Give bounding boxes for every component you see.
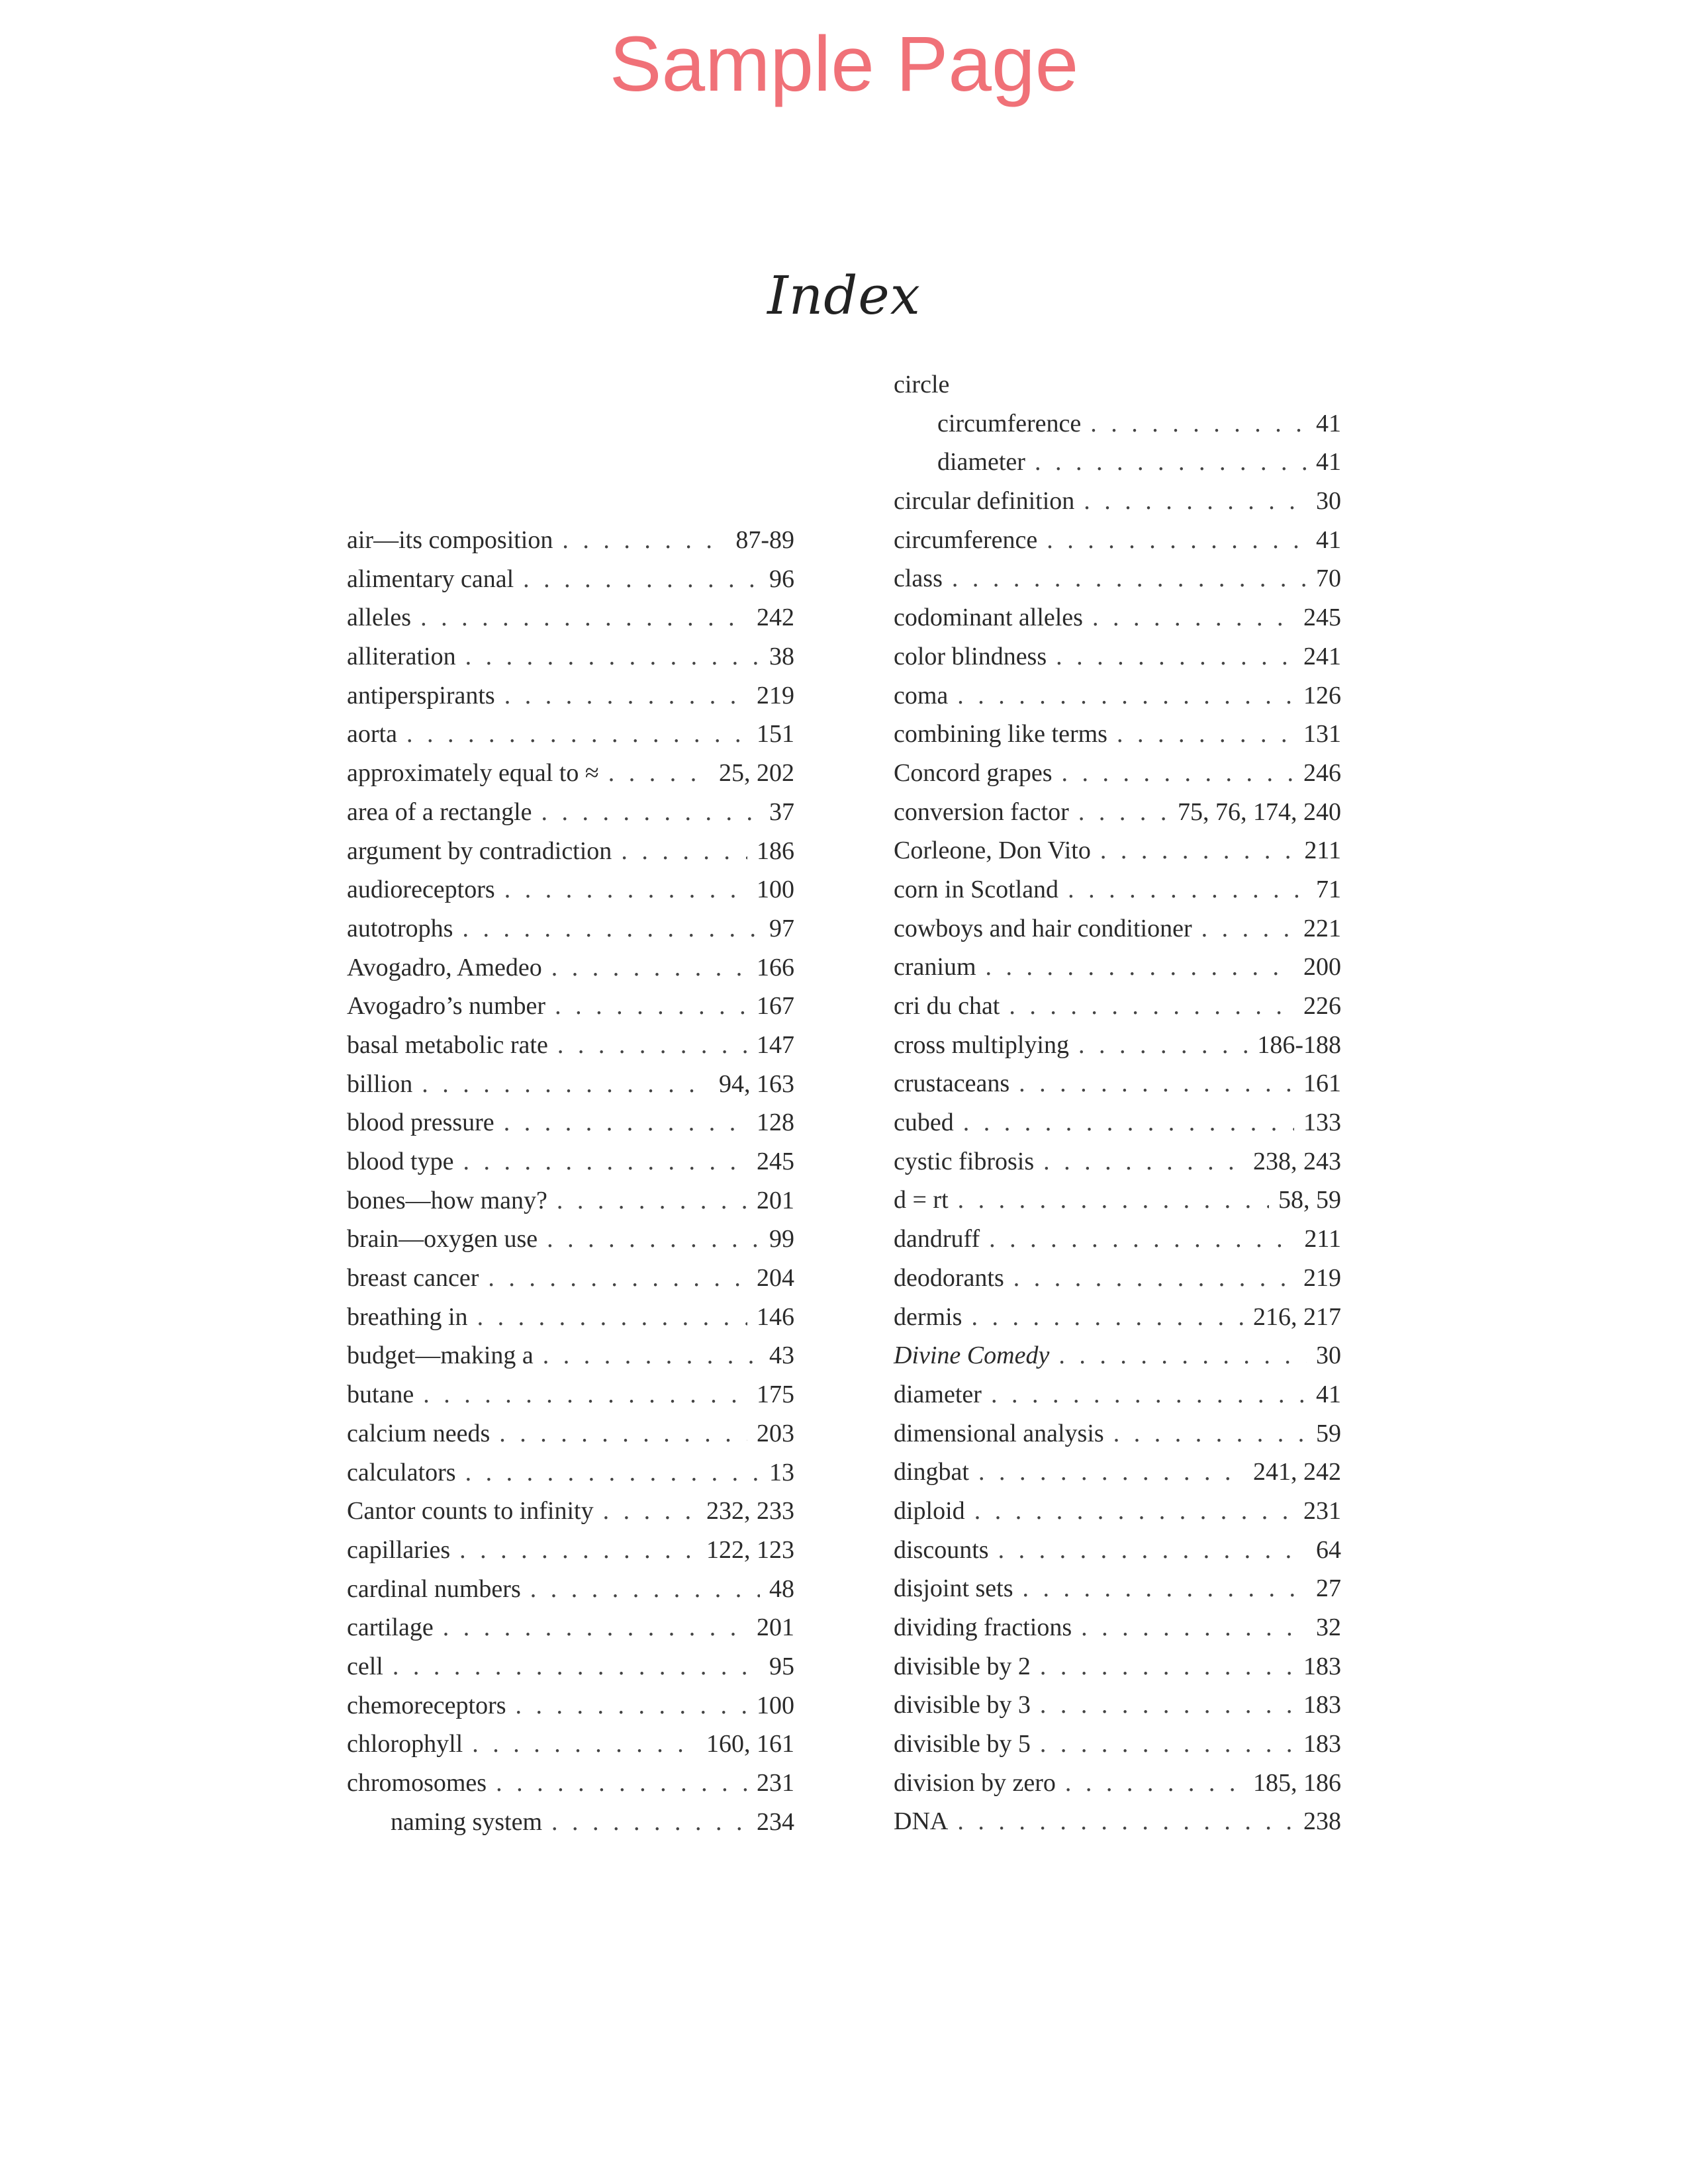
dot-leader xyxy=(516,1686,747,1725)
entry-term: cri du chat xyxy=(894,992,1000,1020)
entry-pages: 126 xyxy=(1303,681,1341,709)
dot-leader xyxy=(1056,637,1294,676)
dot-leader xyxy=(504,1103,747,1142)
entry-pages: 64 xyxy=(1316,1535,1341,1564)
dot-leader xyxy=(1062,754,1294,793)
index-entry xyxy=(347,1065,794,1104)
dot-leader xyxy=(1019,1064,1294,1103)
entry-pages: 245 xyxy=(1303,604,1341,632)
entry-term: combining like terms xyxy=(894,720,1107,749)
entry-pages: 238, 243 xyxy=(1253,1147,1341,1175)
index-entry xyxy=(894,1142,1341,1181)
entry-term: autotrophs xyxy=(347,914,453,942)
entry-pages: 70 xyxy=(1316,565,1341,593)
entry-term: dandruff xyxy=(894,1225,980,1253)
entry-term: blood type xyxy=(347,1148,454,1175)
entry-pages: 48 xyxy=(769,1574,794,1603)
entry-term: dividing fractions xyxy=(894,1614,1072,1641)
dot-leader xyxy=(1201,909,1294,948)
index-entry xyxy=(347,1531,794,1570)
entry-pages: 242 xyxy=(757,604,794,632)
entry-pages: 37 xyxy=(769,797,794,826)
entry-term: discounts xyxy=(894,1535,989,1564)
entry-term: color blindness xyxy=(894,642,1047,670)
index-entry xyxy=(347,521,794,560)
index-subentry xyxy=(894,404,1341,443)
dot-leader xyxy=(465,1453,760,1492)
entry-term: basal metabolic rate xyxy=(347,1030,548,1059)
index-entry xyxy=(347,1686,794,1725)
index-subentry xyxy=(347,1803,794,1842)
entry-term: alimentary canal xyxy=(347,565,514,593)
dot-leader xyxy=(551,948,747,987)
index-entry xyxy=(347,793,794,832)
dot-leader xyxy=(978,1453,1244,1492)
entry-pages: 71 xyxy=(1316,875,1341,903)
entry-term: diameter xyxy=(937,448,1025,477)
dot-leader xyxy=(541,793,760,832)
dot-leader xyxy=(557,1026,747,1065)
dot-leader xyxy=(963,1103,1294,1142)
entry-term: calcium needs xyxy=(347,1419,491,1447)
entry-term: circumference xyxy=(937,409,1082,437)
dot-leader xyxy=(463,1142,747,1181)
entry-term: cartilage xyxy=(347,1614,434,1642)
index-entry xyxy=(894,1298,1341,1337)
dot-leader xyxy=(530,1570,760,1609)
index-entry xyxy=(894,1064,1341,1103)
entry-term: brain—oxygen use xyxy=(347,1225,538,1253)
dot-leader xyxy=(423,1375,747,1414)
index-entry xyxy=(894,1453,1341,1492)
index-entry xyxy=(894,909,1341,948)
entry-pages: 133 xyxy=(1303,1109,1341,1137)
entry-pages: 96 xyxy=(769,565,794,593)
index-entry xyxy=(894,637,1341,676)
index-entry xyxy=(894,1492,1341,1531)
entry-term: divisible by 3 xyxy=(894,1691,1031,1719)
entry-term: Divine Comedy xyxy=(894,1342,1050,1370)
entry-pages: 13 xyxy=(769,1458,794,1486)
index-entry xyxy=(347,1026,794,1065)
entry-term: circular definition xyxy=(894,487,1075,516)
dot-leader xyxy=(1084,482,1307,521)
entry-term: dingbat xyxy=(894,1458,969,1486)
entry-pages: 234 xyxy=(757,1807,794,1836)
dot-leader xyxy=(1068,870,1307,909)
index-entry xyxy=(894,1414,1341,1453)
entry-pages: 204 xyxy=(757,1264,794,1293)
entry-term: breast cancer xyxy=(347,1264,479,1293)
dot-leader xyxy=(608,754,710,793)
entry-term: antiperspirants xyxy=(347,681,495,709)
entry-term: codominant alleles xyxy=(894,604,1083,632)
dot-leader xyxy=(406,715,747,754)
entry-pages: 219 xyxy=(757,681,794,709)
entry-term: calculators xyxy=(347,1458,456,1486)
entry-pages: 41 xyxy=(1316,525,1341,554)
index-entry xyxy=(347,987,794,1026)
dot-leader xyxy=(488,1259,747,1298)
entry-term: Cantor counts to infinity xyxy=(347,1497,594,1525)
index-entry xyxy=(894,1375,1341,1414)
dot-leader xyxy=(496,1764,747,1803)
index-entry xyxy=(347,832,794,871)
entry-pages: 30 xyxy=(1316,1342,1341,1370)
entry-pages: 41 xyxy=(1316,409,1341,437)
index-entry xyxy=(347,1414,794,1453)
dot-leader xyxy=(1040,1647,1294,1686)
entry-pages: 27 xyxy=(1316,1574,1341,1603)
dot-leader xyxy=(393,1647,760,1686)
index-entry xyxy=(894,831,1341,870)
entry-term: chromosomes xyxy=(347,1769,487,1797)
index-entry xyxy=(347,1298,794,1337)
index-entry xyxy=(347,1220,794,1259)
entry-pages: 203 xyxy=(757,1419,794,1447)
entry-pages: 131 xyxy=(1303,720,1341,749)
index-entry xyxy=(894,870,1341,909)
entry-pages: 100 xyxy=(757,1691,794,1719)
index-entry xyxy=(894,676,1341,715)
index-entry xyxy=(894,1220,1341,1259)
entry-pages: 231 xyxy=(757,1769,794,1797)
entry-term: diploid xyxy=(894,1496,965,1525)
entry-pages: 175 xyxy=(757,1381,794,1409)
entry-term: crustaceans xyxy=(894,1069,1010,1098)
index-entry xyxy=(894,1336,1341,1375)
entry-term: deodorants xyxy=(894,1263,1004,1292)
dot-leader xyxy=(420,598,747,637)
entry-term: disjoint sets xyxy=(894,1574,1013,1603)
index-entry xyxy=(894,1725,1341,1764)
dot-leader xyxy=(459,1531,697,1570)
entry-pages: 146 xyxy=(757,1302,794,1331)
entry-pages: 219 xyxy=(1303,1263,1341,1292)
index-entry xyxy=(894,559,1341,598)
entry-pages: 97 xyxy=(769,914,794,942)
dot-leader xyxy=(1090,404,1307,443)
entry-pages: 25, 202 xyxy=(719,759,794,788)
entry-pages: 238 xyxy=(1303,1807,1341,1836)
entry-pages: 58, 59 xyxy=(1278,1186,1341,1214)
entry-pages: 246 xyxy=(1303,758,1341,787)
entry-term: aorta xyxy=(347,720,397,749)
entry-pages: 211 xyxy=(1304,1225,1341,1253)
dot-leader xyxy=(1047,521,1307,560)
sample-page-watermark: Sample Page xyxy=(609,21,1079,108)
entry-pages: 186 xyxy=(757,837,794,865)
dot-leader xyxy=(477,1298,747,1337)
entry-pages: 183 xyxy=(1303,1652,1341,1680)
entry-pages: 128 xyxy=(757,1109,794,1137)
index-entry xyxy=(347,1142,794,1181)
dot-leader xyxy=(443,1608,747,1647)
entry-pages: 226 xyxy=(1303,992,1341,1020)
dot-leader xyxy=(555,987,747,1026)
entry-pages: 211 xyxy=(1304,837,1341,865)
entry-term: cardinal numbers xyxy=(347,1574,521,1603)
entry-term: alleles xyxy=(347,604,412,632)
entry-pages: 95 xyxy=(769,1652,794,1680)
index-entry xyxy=(894,482,1341,521)
index-entry xyxy=(347,676,794,715)
entry-term: billion xyxy=(347,1069,413,1098)
entry-term: butane xyxy=(347,1381,414,1409)
entry-term: alliteration xyxy=(347,643,456,671)
entry-pages: 221 xyxy=(1303,914,1341,942)
entry-term: capillaries xyxy=(347,1535,451,1564)
dot-leader xyxy=(422,1065,710,1104)
entry-term: Avogadro, Amedeo xyxy=(347,953,542,981)
entry-pages: 151 xyxy=(757,720,794,749)
entry-term: budget—making a xyxy=(347,1342,534,1370)
dot-leader xyxy=(1013,1259,1294,1298)
index-entry xyxy=(347,754,794,793)
index-entry xyxy=(894,948,1341,987)
dot-leader xyxy=(547,1220,760,1259)
entry-pages: 122, 123 xyxy=(706,1535,794,1564)
dot-leader xyxy=(1100,831,1295,870)
entry-term: cell xyxy=(347,1652,383,1680)
entry-term: approximately equal to ≈ xyxy=(347,759,599,788)
dot-leader xyxy=(1092,598,1294,637)
index-right-column xyxy=(894,365,1341,1841)
dot-leader xyxy=(1023,1569,1307,1608)
index-entry xyxy=(894,1569,1341,1608)
entry-pages: 166 xyxy=(757,953,794,981)
dot-leader xyxy=(543,1336,760,1375)
index-entry xyxy=(894,1608,1341,1647)
entry-term: dermis xyxy=(894,1302,962,1331)
index-entry xyxy=(347,1764,794,1803)
index-title: Index xyxy=(767,265,921,326)
entry-pages: 75, 76, 174, 240 xyxy=(1178,797,1341,826)
entry-term: naming system xyxy=(391,1807,543,1836)
index-subentry xyxy=(894,443,1341,482)
index-entry xyxy=(347,1375,794,1414)
dot-leader xyxy=(1040,1686,1294,1725)
dot-leader xyxy=(1078,1026,1248,1065)
dot-leader xyxy=(523,560,760,599)
index-entry xyxy=(347,1336,794,1375)
index-entry xyxy=(347,715,794,754)
dot-leader xyxy=(971,1298,1244,1337)
entry-pages: 99 xyxy=(769,1225,794,1253)
dot-leader xyxy=(562,521,726,560)
dot-leader xyxy=(958,1181,1269,1220)
index-entry xyxy=(894,754,1341,793)
dot-leader xyxy=(1081,1608,1307,1647)
index-entry xyxy=(347,1608,794,1647)
index-entry xyxy=(347,598,794,637)
entry-term: air—its composition xyxy=(347,526,553,554)
index-entry xyxy=(894,1259,1341,1298)
entry-pages: 231 xyxy=(1303,1496,1341,1525)
dot-leader xyxy=(989,1220,1295,1259)
entry-term: Corleone, Don Vito xyxy=(894,837,1091,865)
entry-pages: 232, 233 xyxy=(706,1497,794,1525)
index-entry xyxy=(347,870,794,909)
dot-leader xyxy=(1058,1336,1307,1375)
entry-pages: 41 xyxy=(1316,448,1341,477)
entry-pages: 43 xyxy=(769,1342,794,1370)
index-entry xyxy=(347,1725,794,1764)
entry-term: dimensional analysis xyxy=(894,1419,1104,1447)
dot-leader xyxy=(504,870,747,909)
entry-term: divisible by 5 xyxy=(894,1730,1031,1758)
entry-term: blood pressure xyxy=(347,1109,494,1137)
index-entry xyxy=(894,1686,1341,1725)
index-entry xyxy=(347,909,794,948)
dot-leader xyxy=(957,1802,1294,1841)
entry-pages: 201 xyxy=(757,1186,794,1214)
dot-leader xyxy=(621,832,747,871)
entry-pages: 100 xyxy=(757,876,794,904)
entry-term: division by zero xyxy=(894,1768,1056,1797)
dot-leader xyxy=(1113,1414,1307,1453)
index-left-column xyxy=(347,521,794,1841)
entry-term: DNA xyxy=(894,1807,949,1836)
entry-pages: 32 xyxy=(1316,1614,1341,1641)
entry-pages: 41 xyxy=(1316,1380,1341,1408)
index-entry xyxy=(347,637,794,676)
entry-term: cowboys and hair conditioner xyxy=(894,914,1192,942)
index-entry xyxy=(894,987,1341,1026)
index-entry xyxy=(347,1181,794,1220)
entry-pages: 186-188 xyxy=(1257,1030,1341,1059)
index-entry xyxy=(894,1103,1341,1142)
index-heading xyxy=(894,365,1341,404)
dot-leader xyxy=(1078,793,1168,832)
entry-pages: 216, 217 xyxy=(1253,1302,1341,1331)
dot-leader xyxy=(504,676,747,715)
dot-leader xyxy=(1035,443,1307,482)
entry-term: coma xyxy=(894,681,949,709)
entry-pages: 94, 163 xyxy=(719,1069,794,1098)
entry-term: d = rt xyxy=(894,1186,949,1214)
dot-leader xyxy=(991,1375,1307,1414)
entry-term: cystic fibrosis xyxy=(894,1147,1035,1175)
dot-leader xyxy=(957,676,1294,715)
dot-leader xyxy=(986,948,1294,987)
index-entry xyxy=(347,1570,794,1609)
index-entry xyxy=(347,1492,794,1531)
entry-pages: 241, 242 xyxy=(1253,1458,1341,1486)
entry-term: chemoreceptors xyxy=(347,1691,506,1719)
index-entry xyxy=(894,715,1341,754)
index-entry xyxy=(894,1802,1341,1841)
dot-leader xyxy=(603,1492,697,1531)
index-entry xyxy=(347,948,794,987)
entry-pages: 160, 161 xyxy=(706,1730,794,1758)
dot-leader xyxy=(1117,715,1294,754)
index-entry xyxy=(347,560,794,599)
index-entry xyxy=(894,1647,1341,1686)
entry-term: chlorophyll xyxy=(347,1730,463,1758)
entry-term: breathing in xyxy=(347,1302,468,1331)
dot-leader xyxy=(551,1803,747,1842)
index-entry xyxy=(894,793,1341,832)
entry-term: Concord grapes xyxy=(894,758,1053,787)
entry-pages: 201 xyxy=(757,1614,794,1642)
dot-leader xyxy=(499,1414,747,1453)
dot-leader xyxy=(952,559,1307,598)
entry-pages: 183 xyxy=(1303,1691,1341,1719)
index-entry xyxy=(894,1181,1341,1220)
entry-term: area of a rectangle xyxy=(347,797,532,826)
entry-term: divisible by 2 xyxy=(894,1652,1031,1680)
entry-pages: 59 xyxy=(1316,1419,1341,1447)
entry-term: Avogadro’s number xyxy=(347,992,546,1021)
entry-term: audioreceptors xyxy=(347,876,495,904)
entry-term: cranium xyxy=(894,953,976,981)
entry-pages: 38 xyxy=(769,643,794,671)
dot-leader xyxy=(1043,1142,1244,1181)
entry-term: circumference xyxy=(894,525,1038,554)
dot-leader xyxy=(1040,1725,1294,1764)
dot-leader xyxy=(998,1531,1307,1570)
dot-leader xyxy=(557,1181,747,1220)
index-entry xyxy=(894,1764,1341,1803)
entry-pages: 147 xyxy=(757,1030,794,1059)
index-entry xyxy=(894,1026,1341,1065)
entry-pages: 87-89 xyxy=(735,526,794,554)
dot-leader xyxy=(974,1492,1294,1531)
dot-leader xyxy=(1065,1764,1244,1803)
entry-pages: 241 xyxy=(1303,642,1341,670)
entry-pages: 200 xyxy=(1303,953,1341,981)
entry-pages: 30 xyxy=(1316,487,1341,516)
index-entry xyxy=(347,1647,794,1686)
entry-term: corn in Scotland xyxy=(894,875,1059,903)
index-entry xyxy=(894,521,1341,560)
dot-leader xyxy=(465,637,760,676)
index-entry xyxy=(347,1453,794,1492)
entry-term: bones—how many? xyxy=(347,1186,547,1214)
entry-term: cubed xyxy=(894,1109,954,1137)
entry-pages: 183 xyxy=(1303,1730,1341,1758)
index-entry xyxy=(347,1103,794,1142)
dot-leader xyxy=(472,1725,697,1764)
entry-term: diameter xyxy=(894,1380,982,1408)
entry-pages: 167 xyxy=(757,992,794,1021)
entry-term: circle xyxy=(894,371,950,398)
entry-term: cross multiplying xyxy=(894,1030,1069,1059)
index-entry xyxy=(894,1531,1341,1570)
entry-term: argument by contradiction xyxy=(347,837,612,865)
index-entry xyxy=(894,598,1341,637)
dot-leader xyxy=(1009,987,1294,1026)
entry-term: class xyxy=(894,565,943,593)
dot-leader xyxy=(462,909,760,948)
entry-pages: 245 xyxy=(757,1148,794,1175)
index-entry xyxy=(347,1259,794,1298)
entry-pages: 161 xyxy=(1303,1069,1341,1098)
entry-pages: 185, 186 xyxy=(1253,1768,1341,1797)
entry-term: conversion factor xyxy=(894,797,1069,826)
